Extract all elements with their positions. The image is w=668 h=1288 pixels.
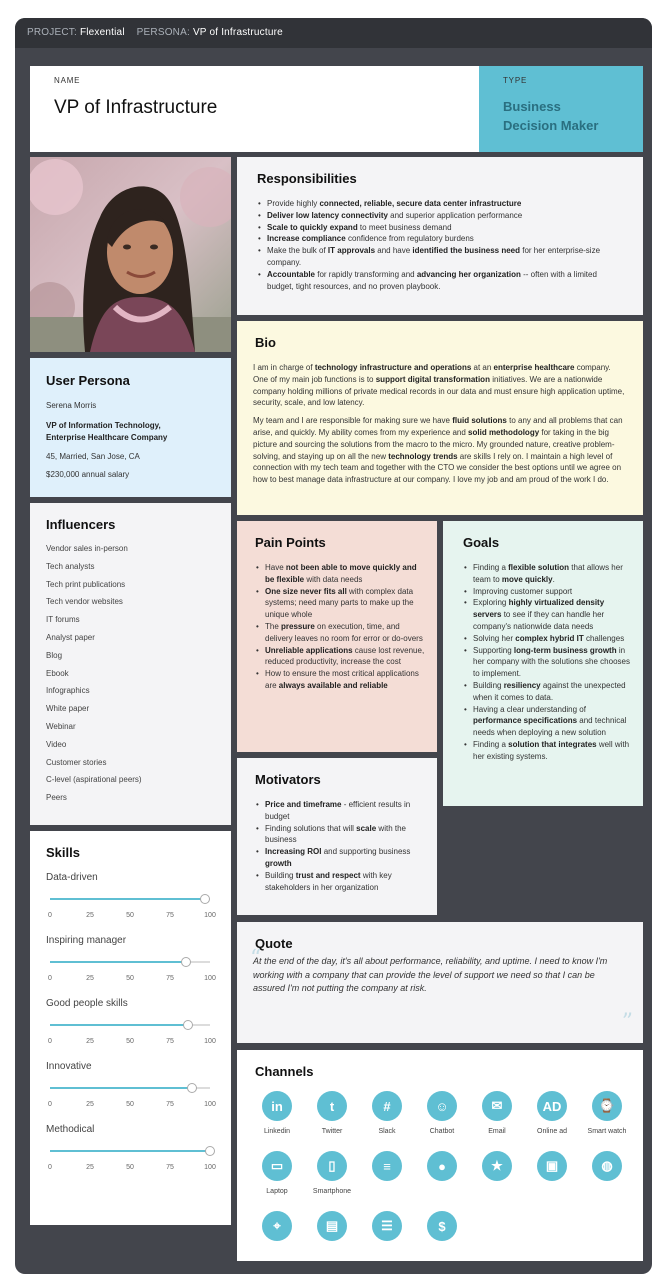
channel-item: [412, 1211, 472, 1241]
user-persona-card: [30, 358, 231, 497]
skill-tick-label: 0: [48, 1101, 52, 1108]
influencer-item: Webinar: [46, 721, 76, 731]
persona-salary: $230,000 annual salary: [46, 470, 130, 480]
responsibilities-card: [237, 157, 643, 315]
list-item: • How to ensure the most critical applications are always available and reliable: [255, 668, 425, 692]
close-quote-icon: ”: [621, 1010, 633, 1035]
influencer-item: Analyst paper: [46, 632, 95, 642]
skill-slider-track: [50, 1150, 210, 1152]
influencer-item: Video: [46, 739, 67, 749]
skill-tick-label: 25: [86, 1164, 94, 1171]
list-item: • Exploring highly virtualized density servers to see if they can handle her company's nationwide data needs: [463, 597, 631, 632]
list-item: • Deliver low latency connectivity and superior application performance: [257, 210, 625, 222]
channel-label: Linkedin: [263, 1128, 291, 1135]
form-icon: ☰: [372, 1211, 402, 1241]
goals-title: Goals: [463, 535, 500, 550]
channel-item: [467, 1151, 527, 1181]
type-header: [479, 66, 643, 152]
responsibilities-list: [257, 198, 625, 292]
skills-list: [46, 872, 215, 1187]
influencers-card: [30, 503, 231, 825]
goals-list: [463, 562, 631, 763]
list-item: • Finding a solution that integrates well with her existing systems.: [463, 739, 631, 763]
chatbot-icon: ☺: [427, 1091, 457, 1121]
skill-slider-track: [50, 898, 210, 900]
user-persona-title: User Persona: [46, 373, 130, 388]
user-money-icon: $: [427, 1211, 457, 1241]
list-item: • Have not been able to move quickly and be flexible with data needs: [255, 562, 425, 586]
channel-item: [577, 1091, 637, 1135]
skill-tick-label: 75: [166, 1038, 174, 1045]
list-item: • One size never fits all with complex data systems; need many parts to make up the unique whole: [255, 586, 425, 621]
motivators-card: [237, 758, 437, 915]
channel-label: Laptop: [266, 1188, 288, 1195]
list-item: • Price and timeframe - efficient results in budget: [255, 799, 425, 823]
influencer-item: Customer stories: [46, 757, 107, 767]
skill-slider-knob[interactable]: [205, 1146, 215, 1156]
goals-card: [443, 521, 643, 806]
channel-item: [247, 1151, 307, 1195]
location-pin-icon: ⌖: [262, 1211, 292, 1241]
list-item: • Accountable for rapidly transforming and advancing her organization -- often with a limited budget, tight resources, and no proven playbook.: [257, 269, 625, 293]
open-quote-icon: “: [250, 946, 262, 971]
bio-card: [237, 321, 643, 515]
skill-name: Good people skills: [46, 998, 128, 1009]
list-item: • Solving her complex hybrid IT challenges: [463, 633, 631, 645]
channel-label: Smartphone: [312, 1188, 352, 1195]
channel-item: [302, 1091, 362, 1135]
list-item: • Building trust and respect with key stakeholders in her organization: [255, 870, 425, 894]
skill-name: Innovative: [46, 1061, 92, 1072]
skill-slider-fill: [50, 898, 205, 900]
skill-row: [46, 1124, 215, 1187]
list-item: • Increasing ROI and supporting business growth: [255, 846, 425, 870]
skill-tick-label: 75: [166, 912, 174, 919]
pain-points-card: [237, 521, 437, 752]
project-value: Flexential: [79, 27, 125, 38]
skill-row: [46, 1061, 215, 1124]
channel-item: [302, 1151, 362, 1195]
online-ad-icon: AD: [537, 1091, 567, 1121]
persona-role-line2: Enterprise Healthcare Company: [46, 432, 168, 442]
persona-role-line1: VP of Information Technology,: [46, 420, 161, 430]
bio-paragraph-2: My team and I are responsible for making sure we have fluid solutions to any and all problems that can arise, and quickly. My ability comes from my experience and solid methodology for taking in the big picture and sourcing the solutions from the macro to the micro. My grounded nature, creative problem-solving, and staying up on all the new technology trends are skills I rely on. I maintain a high level of connection with my tech team and together with the CTO we consider the best options until we agree on how to best manage data infrastructure at our company. I love my job and am proud of the work I do.: [253, 416, 623, 485]
laptop-icon: ▭: [262, 1151, 292, 1181]
channel-label: Chatbot: [429, 1128, 455, 1135]
skill-slider-track: [50, 1024, 210, 1026]
image-icon: ▣: [537, 1151, 567, 1181]
email-icon: ✉: [482, 1091, 512, 1121]
skill-slider-knob[interactable]: [183, 1020, 193, 1030]
skill-tick-label: 25: [86, 1038, 94, 1045]
channel-item: [357, 1151, 417, 1181]
influencer-item: Tech print publications: [46, 579, 126, 589]
skill-tick-label: 100: [204, 912, 216, 919]
skill-tick-label: 0: [48, 1164, 52, 1171]
skill-tick-label: 100: [204, 1101, 216, 1108]
project-label: PROJECT:: [27, 27, 77, 38]
channel-label: Email: [488, 1128, 506, 1135]
twitter-icon: t: [317, 1091, 347, 1121]
skill-slider-knob[interactable]: [200, 894, 210, 904]
skill-tick-label: 75: [166, 975, 174, 982]
persona-person-name: Serena Morris: [46, 401, 97, 410]
channel-item: [522, 1151, 582, 1181]
type-label: TYPE: [503, 76, 528, 85]
channels-title: Channels: [255, 1064, 314, 1079]
influencer-item: Peers: [46, 793, 67, 803]
channel-item: [357, 1211, 417, 1241]
skill-tick-label: 50: [126, 1101, 134, 1108]
skill-tick-label: 50: [126, 1038, 134, 1045]
channel-item: [247, 1091, 307, 1135]
skill-tick-label: 100: [204, 975, 216, 982]
skill-slider-fill: [50, 961, 186, 963]
list-item: • Make the bulk of IT approvals and have identified the business need for her enterprise-size company.: [257, 245, 625, 269]
skill-tick-label: 0: [48, 975, 52, 982]
name-header: [30, 66, 479, 152]
channel-item: [577, 1151, 637, 1181]
pain-points-list: [255, 562, 425, 692]
channel-item: [302, 1211, 362, 1241]
topbar: [15, 18, 652, 48]
persona-name-title: VP of Infrastructure: [54, 97, 218, 118]
skill-slider-track: [50, 1087, 210, 1089]
skill-tick-label: 50: [126, 912, 134, 919]
list-item: • Having a clear understanding of performance specifications and technical needs when deploying a new solution: [463, 704, 631, 739]
type-value-line1: Business: [503, 99, 561, 114]
influencer-item: Tech analysts: [46, 561, 95, 571]
list-item: • Unreliable applications cause lost revenue, reduced productivity, increase the cost: [255, 645, 425, 669]
skill-tick-label: 100: [204, 1038, 216, 1045]
skill-tick-label: 50: [126, 975, 134, 982]
skill-tick-label: 0: [48, 912, 52, 919]
slack-icon: #: [372, 1091, 402, 1121]
skill-tick-label: 25: [86, 975, 94, 982]
channel-label: Slack: [378, 1128, 396, 1135]
list-item: • Increase compliance confidence from regulatory burdens: [257, 233, 625, 245]
skills-title: Skills: [46, 845, 80, 860]
name-label: NAME: [54, 76, 81, 85]
skill-tick-label: 100: [204, 1164, 216, 1171]
influencer-item: C-level (aspirational peers): [46, 775, 142, 785]
persona-photo: [30, 157, 231, 352]
channel-label: Online ad: [537, 1128, 567, 1135]
influencer-item: Ebook: [46, 668, 69, 678]
skills-card: [30, 831, 231, 1225]
channels-card: [237, 1050, 643, 1261]
channel-item: [467, 1091, 527, 1135]
skill-tick-label: 75: [166, 1101, 174, 1108]
persona-details: 45, Married, San Jose, CA: [46, 452, 140, 462]
skill-tick-label: 50: [126, 1164, 134, 1171]
list-item: • Building resiliency against the unexpected when it comes to data.: [463, 680, 631, 704]
list-item: • Improving customer support: [463, 586, 631, 598]
portrait-image: [30, 157, 231, 352]
bio-paragraph-1: I am in charge of technology infrastructure and operations at an enterprise healthcare company. One of my main job functions is to support digital transformation initiatives. We are a nationwide company holding millions of private medical records in our data and must ensure high application uptime, security, scale, and low latency.: [253, 363, 625, 408]
influencers-list: [46, 544, 215, 811]
skill-row: [46, 935, 215, 998]
smartphone-icon: ▯: [317, 1151, 347, 1181]
document-icon: ≡: [372, 1151, 402, 1181]
influencer-item: Vendor sales in-person: [46, 544, 128, 553]
motivators-title: Motivators: [255, 772, 321, 787]
skill-name: Data-driven: [46, 872, 98, 883]
influencer-item: White paper: [46, 704, 90, 714]
skill-row: [46, 998, 215, 1061]
channel-item: [522, 1091, 582, 1135]
photo-frame-icon: ▤: [317, 1211, 347, 1241]
channel-item: [247, 1211, 307, 1241]
person-icon: ●: [427, 1151, 457, 1181]
list-item: • Finding solutions that will scale with the business: [255, 823, 425, 847]
skill-slider-fill: [50, 1024, 188, 1026]
globe-icon: ◍: [592, 1151, 622, 1181]
skill-name: Inspiring manager: [46, 935, 127, 946]
influencers-title: Influencers: [46, 517, 116, 532]
persona-label: PERSONA:: [136, 27, 190, 38]
skill-slider-track: [50, 961, 210, 963]
skill-slider-fill: [50, 1150, 210, 1152]
bio-title: Bio: [255, 335, 276, 350]
channel-label: Smart watch: [587, 1128, 627, 1135]
skill-tick-label: 25: [86, 1101, 94, 1108]
skill-row: [46, 872, 215, 935]
skill-slider-knob[interactable]: [181, 957, 191, 967]
skill-name: Methodical: [46, 1124, 95, 1135]
list-item: • Supporting long-term business growth in her company with the solutions she chooses to implement.: [463, 645, 631, 680]
channel-item: [412, 1091, 472, 1135]
type-value-line2: Decision Maker: [503, 118, 599, 133]
channel-label: Twitter: [321, 1128, 343, 1135]
influencer-item: Infographics: [46, 686, 90, 696]
quote-title: Quote: [255, 936, 293, 951]
list-item: • Scale to quickly expand to meet business demand: [257, 222, 625, 234]
channel-item: [357, 1091, 417, 1135]
skill-tick-label: 25: [86, 912, 94, 919]
persona-value: VP of Infrastructure: [192, 27, 283, 38]
skill-slider-knob[interactable]: [187, 1083, 197, 1093]
influencer-item: Tech vendor websites: [46, 597, 123, 607]
quote-card: [237, 922, 643, 1043]
influencer-item: IT forums: [46, 615, 80, 625]
linkedin-icon: in: [262, 1091, 292, 1121]
list-item: • Provide highly connected, reliable, secure data center infrastructure: [257, 198, 625, 210]
responsibilities-title: Responsibilities: [257, 171, 357, 186]
quote-text: At the end of the day, it's all about performance, reliability, and uptime. I need to know I'm working with a company that can provide the level of support we need so that I can be assured I'm not putting the company at risk.: [253, 956, 608, 993]
smart-watch-icon: ⌚: [592, 1091, 622, 1121]
skill-tick-label: 75: [166, 1164, 174, 1171]
badge-icon: ★: [482, 1151, 512, 1181]
skill-slider-fill: [50, 1087, 192, 1089]
skill-tick-label: 0: [48, 1038, 52, 1045]
list-item: • The pressure on execution, time, and delivery leaves no room for error or do-overs: [255, 621, 425, 645]
list-item: • Finding a flexible solution that allows her team to move quickly.: [463, 562, 631, 586]
pain-points-title: Pain Points: [255, 535, 326, 550]
influencer-item: Blog: [46, 650, 63, 660]
channel-item: [412, 1151, 472, 1181]
motivators-list: [255, 799, 425, 893]
